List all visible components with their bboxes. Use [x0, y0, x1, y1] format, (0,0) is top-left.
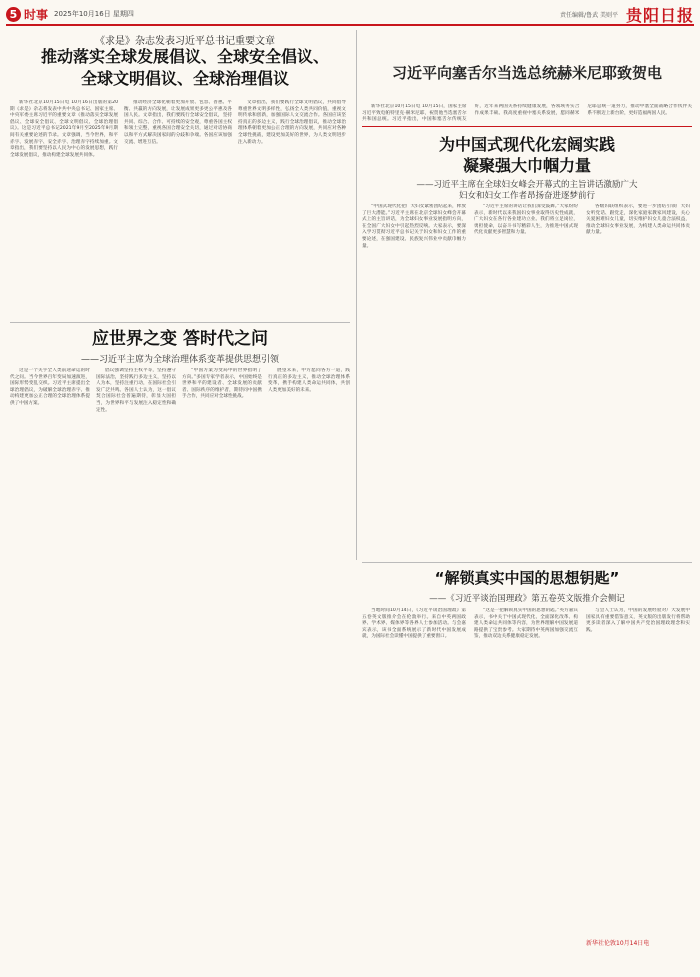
article-body-col1: 这是一个关乎全人类前途命运的时代之问。当今世界百年变局加速演进，国际形势变乱交织。习近平主席提出全球治理倡议，为破解全球治理赤字、推动构建更加公正合理的全球治理体系提供了中国方案。 — [10, 368, 90, 406]
editor-line: 责任编辑/鲁武 美则平 — [560, 11, 618, 19]
article-body-col2: “习近平主席的讲话让我们深受鼓舞。”大家纷纷表示，新时代以来我国妇女事业取得历史性成就，广大妇女在各行各业建功立业。我们将立足岗位，勇担使命，以奋斗书写精彩人生，为推进中国式现代化贡献更多智慧和力量。 — [474, 204, 578, 236]
article-subtitle: ——《习近平谈治国理政》第五卷英文版推介会侧记 — [429, 594, 625, 604]
article-body-col4: 展望未来，中方愿同各方一道，践行真正的多边主义，推动全球治理体系变革，携手构建人类命运共同体，共创人类更加美好的未来。 — [268, 368, 350, 393]
article-title: “解锁真实中国的思想钥匙” — [434, 569, 620, 587]
divider — [362, 562, 692, 563]
article-title-line1: 为中国式现代化宏阔实践 — [438, 135, 615, 154]
newspaper-logo: 贵阳日报 — [625, 5, 694, 25]
section-name: 时事 — [24, 7, 49, 22]
column-divider — [356, 30, 357, 560]
article-subtitle-line1: ——习近平主席在全球妇女峰会开幕式的主旨讲话激励广大 — [416, 180, 638, 190]
article-title: 应世界之变 答时代之问 — [92, 329, 268, 349]
article-body-col2: 推动经济全球化朝着更加开放、包容、普惠、平衡、共赢的方向发展，让发展成果更多更公平惠及各国人民。文章指出，我们要践行全球安全倡议，坚持共同、综合、合作、可持续的安全观，尊重各国主权和领土完整，重视各国合理安全关切，通过对话协商以和平方式解决国家间的分歧和争端。各国应该加强交流、增进互信。 — [124, 100, 232, 145]
article-body-col1: “中国式现代化把广大妇女紧密团结起来，释放了巨大潜能。”习近平主席在北京全球妇女峰会开幕式上的主旨讲话，为全球妇女事业发展指明方向，在全国广大妇女中引起热烈反响。大家表示，要深入学习贯彻习近平总书记关于妇女和妇女工作的重要论述，在强国建设、民族复兴伟业中贡献巾帼力量。 — [362, 204, 466, 249]
article-subtitle-line2: 妇女和妇女工作者昂扬奋进逐梦前行 — [458, 191, 595, 201]
article-dateline: 新华社伦敦10月14日电 — [586, 940, 650, 947]
article-body-col1: 新华社北京10月15日电 10月16日出版的第20期《求是》杂志将发表中共中央总书记、国家主席、中央军委主席习近平的重要文章《推动落实全球发展倡议、全球安全倡议、全球文明倡议、全球治理倡议》。这是习近平总书记2021年9月至2025年9月期间有关重要论述的节录。文章强调，当今世界，和平赤字、发展赤字、安全赤字、治理赤字持续加重。文章指出，我们要坚持以人民为中心的发展思想，践行全球发展倡议，推动构建全球发展共同体。 — [10, 100, 118, 158]
article-body-col3: “中国方案为变局中的世界指明了方向。”多国专家学者表示，中国始终是世界和平的建设者、全球发展的贡献者、国际秩序的维护者，期待同中国携手合作，共同应对全球性挑战。 — [182, 368, 262, 400]
issue-date: 2025年10月16日 星期四 — [54, 10, 134, 18]
article-subtitle: ——习近平主席为全球治理体系变革提供思想引领 — [80, 355, 279, 365]
page-header — [6, 4, 694, 26]
article-title: 习近平向塞舌尔当选总统赫米尼耶致贺电 — [391, 64, 662, 82]
article-body-col2: “这是一把解锁真实中国的思想钥匙。”英方嘉宾表示，书中关于中国式现代化、全面深化改革、构建人类命运共同体等内容，为世界理解中国发展道路提供了宝贵参考。大家期待中英两国加强交流互鉴，推动双边关系健康稳定发展。 — [474, 608, 578, 640]
article-title-line1: 推动落实全球发展倡议、全球安全倡议、 — [40, 47, 329, 66]
article-title-line2: 凝聚强大巾帼力量 — [462, 156, 591, 175]
article-title-line2: 全球文明倡议、全球治理倡议 — [80, 69, 289, 88]
divider — [10, 322, 350, 323]
article-body-col2: 倡议强调坚持主权平等，坚持遵守国际法治，坚持践行多边主义，坚持以人为本，坚持注重行动，在国际社会引发广泛共鸣。各国人士认为，这一倡议契合国际社会普遍期待，彰显大国担当，为世界和平与发展注入稳定性和确定性。 — [96, 368, 176, 413]
section-separator — [362, 126, 692, 127]
page-number: 5 — [6, 7, 21, 22]
article-body-col3: 各级妇联组织表示，要进一步团结引领广大妇女听党话、跟党走，深化家庭家教家风建设，关心关爱困难妇女儿童，切实维护妇女儿童合法权益，推动全球妇女事业发展，为构建人类命运共同体贡献力量。 — [586, 204, 690, 236]
article-body-col3: 文章指出，我们要践行全球文明倡议，共同倡导尊重世界文明多样性，弘扬全人类共同价值，重视文明传承和创新，加强国际人文交流合作。各国应该坚持真正的多边主义，践行全球治理倡议，推动全球治理体系朝着更加公正合理的方向发展，共同应对各种全球性挑战，建设更加美好的世界，为人类文明进步注入新动力。 — [238, 100, 346, 145]
article-body-col1: 当地时间10月14日，《习近平谈治国理政》第五卷英文版推介会在伦敦举行。来自中英两国政界、学术界、媒体界等各界人士参加活动。与会嘉宾表示，该书全面系统展示了新时代中国发展成就，为国际社会读懂中国提供了重要窗口。 — [362, 608, 466, 640]
article-body-col3: 与会人士认为，中国的发展经验对广大发展中国家具有重要借鉴意义，英文版的出版发行将帮助更多读者深入了解中国共产党治国理政理念和实践。 — [586, 608, 690, 633]
article-body: 新华社北京10月15日电 10月15日，国家主席习近平致电帕特里克·赫米尼耶，祝贺他当选塞舌尔共和国总统。习近平指出，中国和塞舌尔传统友好，近年来两国关系持续健康发展，各领域务实合作成果丰硕。我高度重视中塞关系发展，愿同赫米尼耶总统一道努力，推动中塞全面战略合作伙伴关系不断迈上新台阶，更好造福两国人民。 — [362, 104, 692, 123]
article-kicker: 《求是》杂志发表习近平总书记重要文章 — [95, 36, 275, 47]
